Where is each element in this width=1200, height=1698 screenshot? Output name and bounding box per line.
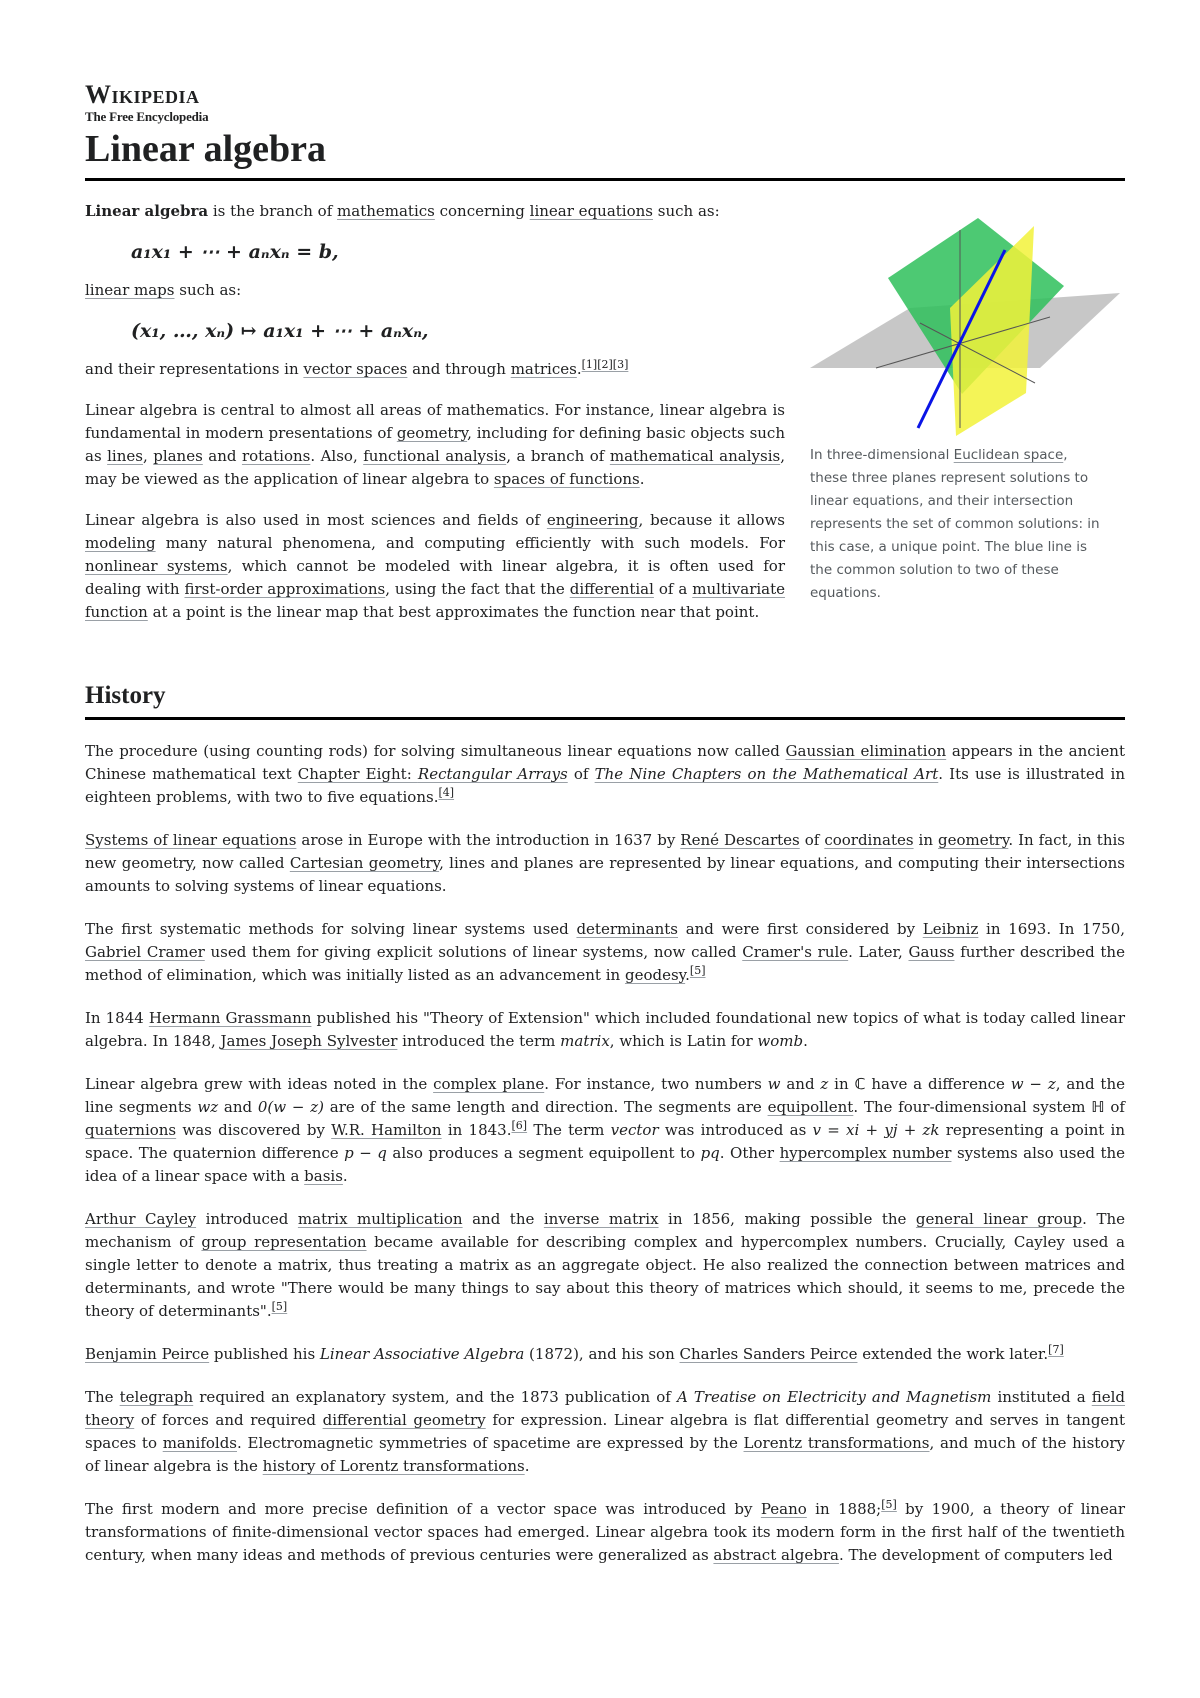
math-symbol: ℍ <box>1091 1098 1105 1116</box>
text: Rectangular Arrays <box>417 765 568 783</box>
link-inverse-matrix[interactable]: inverse matrix <box>543 1210 659 1228</box>
link-abstract-algebra[interactable]: abstract algebra <box>713 1546 839 1564</box>
text: , <box>142 447 154 465</box>
text: and through <box>407 360 511 378</box>
link-first-order-approximations[interactable]: first-order approximations <box>184 580 386 598</box>
text: Linear Associative Algebra <box>319 1345 525 1363</box>
history-paragraph-7 <box>85 1343 1125 1366</box>
intro-paragraph-2 <box>85 279 785 302</box>
page-title: Linear algebra <box>85 128 327 170</box>
reference-link[interactable]: [5] <box>881 1498 897 1511</box>
text: of <box>1104 1098 1125 1116</box>
link-group-representation[interactable]: group representation <box>201 1233 367 1251</box>
text: and their representations in <box>85 360 304 378</box>
link-determinants[interactable]: determinants <box>576 920 679 938</box>
math-expression: w − z <box>1010 1075 1056 1093</box>
text: was discovered by <box>176 1121 332 1139</box>
text: , using the fact that the <box>385 580 570 598</box>
text: The Nine Chapters on the Mathematical Art <box>594 765 939 783</box>
link-field-theory[interactable]: field theory <box>85 1388 1126 1429</box>
text: , these three planes represent solutions to linear equations, and their intersection represents the set of common solutions: in this case, a unique point. The blue line is the common solution to two of these equations. <box>810 447 1100 601</box>
text: in <box>913 831 939 849</box>
link-general-linear-group[interactable]: general linear group <box>915 1210 1083 1228</box>
link-telegraph[interactable]: telegraph <box>119 1388 194 1406</box>
history-paragraph-3 <box>85 918 1125 987</box>
text: such as: <box>652 202 720 220</box>
history-paragraph-2 <box>85 829 1125 898</box>
link-nonlinear-systems[interactable]: nonlinear systems <box>85 557 228 575</box>
text: introduced the term <box>397 1032 561 1050</box>
math-expression: pq <box>700 1144 720 1162</box>
text: . <box>342 1167 348 1185</box>
link-history-of-lorentz-transformations[interactable]: history of Lorentz transformations <box>262 1457 525 1475</box>
text: such as: <box>174 281 242 299</box>
text: of forces and required <box>134 1411 323 1429</box>
text: required an explanatory system, and the 1873 publication of <box>193 1388 677 1406</box>
link-planes[interactable]: planes <box>153 447 203 465</box>
figure-caption <box>810 444 1100 605</box>
text: have a difference <box>865 1075 1011 1093</box>
link-lines[interactable]: lines <box>107 447 143 465</box>
text: The <box>85 1388 120 1406</box>
history-paragraph-9 <box>85 1498 1125 1567</box>
reference-link[interactable]: [5] <box>689 964 706 977</box>
text: representing a point in space. The quaternion difference <box>85 1121 1125 1162</box>
text: at a point is the linear map that best approximates the function near that point. <box>147 603 760 621</box>
text: many natural phenomena, and computing efficiently with such models. For <box>155 534 785 552</box>
history-paragraph-8 <box>85 1386 1125 1478</box>
text: (1872), and his son <box>524 1345 680 1363</box>
text: , because it allows <box>638 511 786 529</box>
text: appears in the ancient Chinese mathematical text <box>85 742 1125 783</box>
text: of a <box>653 580 693 598</box>
math-variable: w <box>767 1075 781 1093</box>
text: . <box>524 1457 530 1475</box>
link-vector-spaces[interactable]: vector spaces <box>303 360 408 378</box>
reference-link[interactable]: [1][2][3] <box>581 358 629 371</box>
text: also produces a segment equipollent to <box>386 1144 701 1162</box>
text: extended the work later. <box>857 1345 1049 1363</box>
text: The first systematic methods for solving linear systems used <box>85 920 577 938</box>
link-quaternions[interactable]: quaternions <box>85 1121 177 1139</box>
text: published his <box>209 1345 320 1363</box>
text: and were first considered by <box>678 920 923 938</box>
text: instituted a <box>991 1388 1092 1406</box>
text: systems also used the idea of a linear space with a <box>85 1144 1126 1185</box>
text: The first modern and more precise definition of a vector space was introduced by <box>85 1500 761 1518</box>
text: . For instance, two numbers <box>544 1075 768 1093</box>
text: in <box>828 1075 855 1093</box>
text: by 1900, a theory of linear transformations of finite-dimensional vector spaces had emerged. Linear algebra took its modern form in the first half of the twentieth century, when many ideas and methods of previous centuries were generalized as <box>85 1500 1126 1564</box>
wikipedia-logo[interactable] <box>85 82 208 124</box>
link-cartesian-geometry[interactable]: Cartesian geometry <box>289 854 440 872</box>
reference-link[interactable]: [5] <box>271 1300 288 1313</box>
link-mathematical-analysis[interactable]: mathematical analysis <box>609 447 781 465</box>
text: of <box>567 765 595 783</box>
text: Linear algebra is also used in most sciences and fields of <box>85 511 547 529</box>
text: arose in Europe with the introduction in 1637 by <box>296 831 681 849</box>
text: are of the same length and direction. The segments are <box>324 1098 768 1116</box>
link-hermann-grassmann[interactable]: Hermann Grassmann <box>148 1009 312 1027</box>
text: , and the line segments <box>85 1075 1125 1116</box>
text: , including for defining basic objects such as <box>85 424 785 465</box>
text: Chapter Eight: <box>297 765 418 783</box>
three-planes-illustration <box>810 218 1130 436</box>
text: published his "Theory of Extension" which included foundational new topics of what is today called linear algebra. In 1848, <box>85 1009 1126 1050</box>
text: The procedure (using counting rods) for solving simultaneous linear equations now called <box>85 742 786 760</box>
text: in 1856, making possible the <box>658 1210 916 1228</box>
history-paragraph-1 <box>85 740 1125 809</box>
math-expression: 0(w − z) <box>257 1098 324 1116</box>
link-gaussian-elimination[interactable]: Gaussian elimination <box>785 742 947 760</box>
text: in 1888; <box>806 1500 882 1518</box>
history-section <box>85 740 1125 1587</box>
history-paragraph-4 <box>85 1007 1125 1053</box>
text: , a branch of <box>506 447 610 465</box>
text: in 1693. In 1750, <box>978 920 1126 938</box>
link-differential[interactable]: differential <box>569 580 654 598</box>
text: and <box>780 1075 821 1093</box>
text: . Other <box>719 1144 780 1162</box>
text: , and much of the history of linear algebra is the <box>85 1434 1125 1475</box>
history-paragraph-6 <box>85 1208 1125 1323</box>
intro-paragraph-3 <box>85 358 785 381</box>
text: concerning <box>434 202 530 220</box>
link-chapter-eight[interactable] <box>298 765 568 783</box>
text: . <box>639 470 645 488</box>
link-spaces-of-functions[interactable]: spaces of functions <box>493 470 640 488</box>
link-equipollent[interactable]: equipollent <box>767 1098 854 1116</box>
link-peano[interactable]: Peano <box>760 1500 807 1518</box>
text: became available for describing complex and hypercomplex numbers. Crucially, Cayley used a single letter to denote a matrix, thus treating a matrix as an aggregate object. He also realized the connection between matrices and determinants, and wrote "There would be many things to say about this theory of matrices which should, it seems to me, precede the theory of determinants". <box>85 1233 1125 1320</box>
math-expression: wz <box>197 1098 219 1116</box>
link-linear-equations[interactable]: linear equations <box>529 202 653 220</box>
text: vector <box>610 1121 659 1139</box>
link-hypercomplex-number[interactable]: hypercomplex number <box>779 1144 952 1162</box>
text: , which is Latin for <box>609 1032 758 1050</box>
link-differential-geometry[interactable]: differential geometry <box>322 1411 486 1429</box>
link-multivariate-function[interactable]: multivariate function <box>85 580 786 621</box>
text: was introduced as <box>658 1121 813 1139</box>
link-functional-analysis[interactable]: functional analysis <box>363 447 507 465</box>
math-symbol: ℂ <box>854 1075 866 1093</box>
equation-linear: a₁x₁ + ⋯ + aₙxₙ = b, <box>131 241 339 263</box>
text: . Its use is illustrated in eighteen problems, with two to five equations. <box>85 765 1126 806</box>
link-leibniz[interactable]: Leibniz <box>922 920 979 938</box>
text: matrix <box>560 1032 610 1050</box>
text: . Later, <box>848 943 909 961</box>
text: . Also, <box>310 447 364 465</box>
text: , which cannot be modeled with linear algebra, it is often used for dealing with <box>85 557 786 598</box>
text: . The development of computers led <box>838 1546 1113 1564</box>
link-geometry[interactable]: geometry <box>396 424 468 442</box>
text: In three-dimensional <box>810 447 954 463</box>
link-complex-plane[interactable]: complex plane <box>433 1075 545 1093</box>
text: . <box>576 360 582 378</box>
section-heading-history: History <box>85 682 166 709</box>
link-arthur-cayley[interactable]: Arthur Cayley <box>85 1210 197 1228</box>
link-manifolds[interactable]: manifolds <box>162 1434 238 1452</box>
math-variable: z <box>820 1075 829 1093</box>
reference-link[interactable]: [4] <box>438 786 455 799</box>
text: of <box>799 831 825 849</box>
text: . The four-dimensional system <box>853 1098 1092 1116</box>
text: Linear algebra is central to almost all areas of mathematics. For instance, linear algebra is fundamental in modern presentations of <box>85 401 785 442</box>
link-wr-hamilton[interactable]: W.R. Hamilton <box>331 1121 442 1139</box>
text: In 1844 <box>85 1009 149 1027</box>
math-expression: v = xi + yj + zk <box>812 1121 940 1139</box>
link-basis[interactable]: basis <box>304 1167 343 1185</box>
text: A Treatise on Electricity and Magnetism <box>676 1388 992 1406</box>
equation-linear-map: (x₁, …, xₙ) ↦ a₁x₁ + ⋯ + aₙxₙ, <box>131 320 429 342</box>
link-benjamin-peirce[interactable]: Benjamin Peirce <box>85 1345 210 1363</box>
link-lorentz-transformations[interactable]: Lorentz transformations <box>743 1434 930 1452</box>
text: is the branch of <box>208 202 338 220</box>
link-systems-of-linear-equations[interactable]: Systems of linear equations <box>85 831 297 849</box>
text: further described the method of elimination, which was initially listed as an advancement in <box>85 943 1125 984</box>
text: used them for giving explicit solutions of linear systems, now called <box>204 943 743 961</box>
intro-paragraph-1 <box>85 200 785 223</box>
text: . <box>803 1032 808 1050</box>
link-euclidean-space[interactable]: Euclidean space <box>953 447 1064 463</box>
text: , lines and planes are represented by linear equations, and computing their intersections amounts to solving systems of linear equations. <box>85 854 1125 895</box>
text: and <box>202 447 242 465</box>
reference-link[interactable]: [6] <box>511 1119 528 1132</box>
section-divider <box>85 717 1125 720</box>
text: womb <box>757 1032 804 1050</box>
intro-paragraph-4 <box>85 399 785 491</box>
text: . <box>685 966 690 984</box>
link-linear-maps[interactable]: linear maps <box>85 281 175 299</box>
title-divider <box>85 178 1125 181</box>
intro-paragraph-5 <box>85 509 785 624</box>
link-rotations[interactable]: rotations <box>241 447 311 465</box>
link-charles-sanders-peirce[interactable]: Charles Sanders Peirce <box>679 1345 858 1363</box>
link-geometry[interactable]: geometry <box>938 831 1009 849</box>
link-matrix-multiplication[interactable]: matrix multiplication <box>297 1210 463 1228</box>
intro-section <box>85 200 785 642</box>
text: . In fact, in this new geometry, now called <box>85 831 1125 872</box>
link-modeling[interactable]: modeling <box>85 534 156 552</box>
text: , may be viewed as the application of linear algebra to <box>85 447 785 488</box>
text: and the <box>462 1210 544 1228</box>
reference-link[interactable]: [7] <box>1048 1343 1064 1356</box>
link-gauss[interactable]: Gauss <box>908 943 955 961</box>
text: Linear algebra grew with ideas noted in the <box>85 1075 434 1093</box>
logo-wordmark: Wikipedia <box>85 80 200 109</box>
text: in 1843. <box>441 1121 512 1139</box>
text: . The mechanism of <box>85 1210 1125 1251</box>
text: . Electromagnetic symmetries of spacetime are expressed by the <box>237 1434 744 1452</box>
link-engineering[interactable]: engineering <box>546 511 639 529</box>
text: and <box>218 1098 258 1116</box>
figure-three-planes <box>810 218 1130 605</box>
link-geodesy[interactable]: geodesy <box>624 966 686 984</box>
text: introduced <box>196 1210 298 1228</box>
history-paragraph-5 <box>85 1073 1125 1188</box>
link-mathematics[interactable]: mathematics <box>337 202 435 220</box>
bold-term: Linear algebra <box>85 202 209 220</box>
link-gabriel-cramer[interactable]: Gabriel Cramer <box>85 943 205 961</box>
link-rene-descartes[interactable]: René Descartes <box>680 831 800 849</box>
link-matrices[interactable]: matrices <box>510 360 577 378</box>
link-nine-chapters[interactable] <box>595 765 939 783</box>
text: The term <box>527 1121 611 1139</box>
link-coordinates[interactable]: coordinates <box>824 831 914 849</box>
logo-tagline: The Free Encyclopedia <box>85 109 209 124</box>
math-expression: p − q <box>344 1144 387 1162</box>
text: for expression. Linear algebra is flat differential geometry and serves in tangent spaces to <box>85 1411 1125 1452</box>
link-james-joseph-sylvester[interactable]: James Joseph Sylvester <box>220 1032 398 1050</box>
link-cramers-rule[interactable]: Cramer's rule <box>742 943 849 961</box>
